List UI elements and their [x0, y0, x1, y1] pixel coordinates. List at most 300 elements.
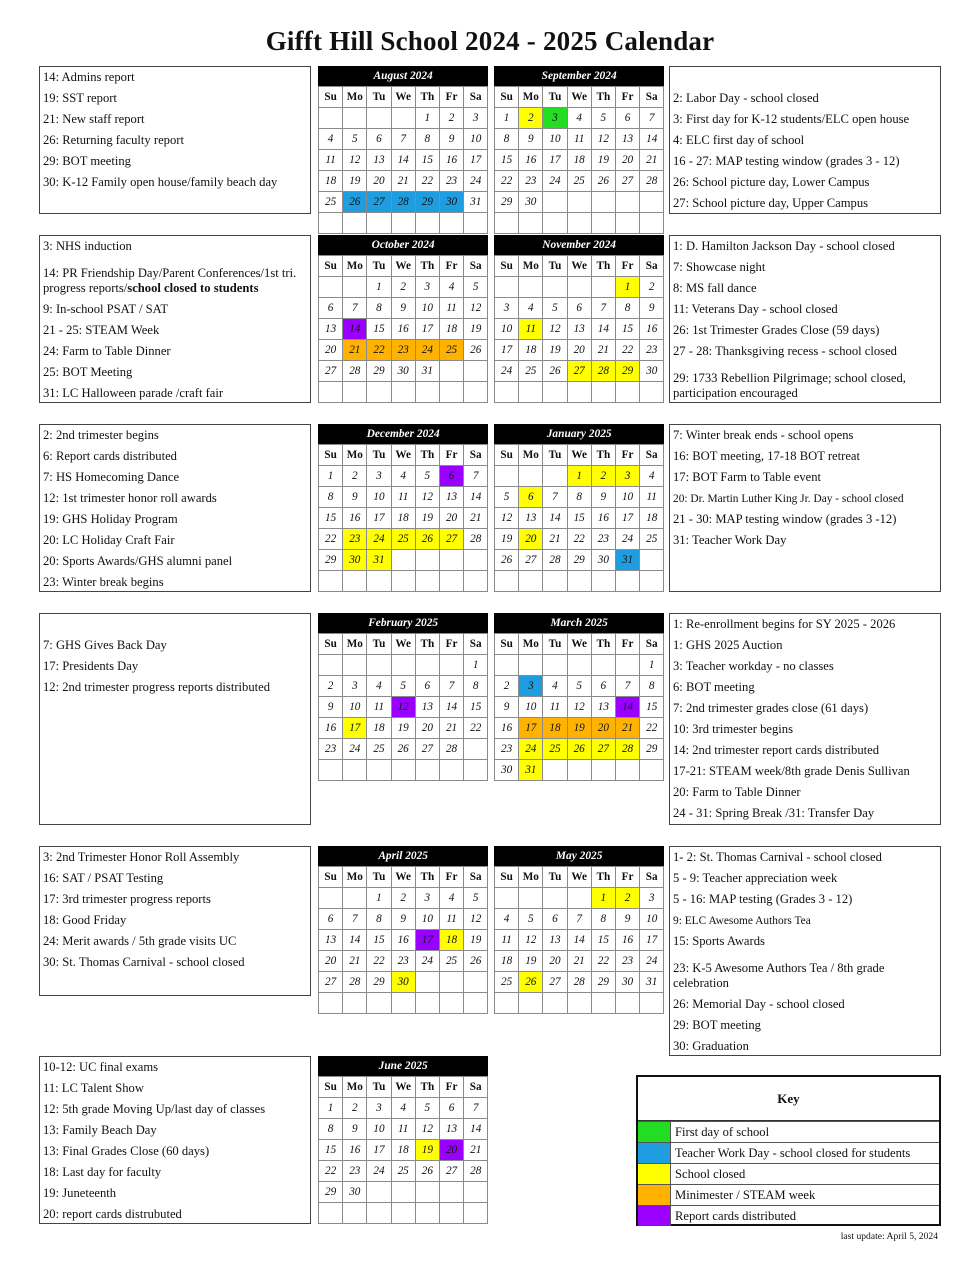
day-cell: 12 [415, 487, 439, 508]
note: 20: LC Holiday Craft Fair [43, 533, 175, 547]
note: 20: report cards distrubuted [43, 1207, 182, 1221]
day-cell: 13 [519, 508, 543, 529]
empty-day-cell [391, 108, 415, 129]
day-cell: 1 [367, 888, 391, 909]
weekday-header: Mo [519, 445, 543, 466]
month-title: October 2024 [318, 235, 488, 255]
day-cell: 6 [439, 466, 463, 487]
day-cell: 7 [343, 298, 367, 319]
note: 30: Graduation [673, 1039, 749, 1053]
legend-title: Key [638, 1077, 939, 1121]
day-cell: 1 [415, 108, 439, 129]
empty-day-cell [495, 993, 519, 1014]
day-cell: 18 [391, 1140, 415, 1161]
note: 25: BOT Meeting [43, 365, 133, 379]
day-cell: 23 [343, 529, 367, 550]
empty-day-cell [343, 382, 367, 403]
day-cell: 20 [319, 951, 343, 972]
empty-day-cell [439, 213, 463, 234]
empty-day-cell [591, 655, 615, 676]
note: 23: K-5 Awesome Authors Tea / 8th grade celebration [673, 961, 885, 990]
note: 10: 3rd trimester begins [673, 722, 793, 736]
day-cell: 11 [367, 697, 391, 718]
note: 26: Returning faculty report [43, 133, 184, 147]
weekday-header: Fr [439, 445, 463, 466]
month-title: August 2024 [318, 66, 488, 86]
day-cell: 27 [439, 1161, 463, 1182]
day-cell: 28 [391, 192, 415, 213]
empty-day-cell [319, 277, 343, 298]
day-cell: 9 [495, 697, 519, 718]
day-cell: 13 [367, 150, 391, 171]
weekday-header: Su [319, 445, 343, 466]
weekday-header: Mo [519, 256, 543, 277]
month-title: January 2025 [494, 424, 664, 444]
weekday-header: Tu [367, 445, 391, 466]
note: 7: Showcase night [673, 260, 766, 274]
day-cell: 30 [391, 361, 415, 382]
day-cell: 24 [519, 739, 543, 760]
weekday-header: Mo [343, 256, 367, 277]
day-cell: 26 [567, 739, 591, 760]
notes-left-feb [39, 613, 311, 825]
legend-row [638, 1121, 939, 1142]
empty-day-cell [567, 888, 591, 909]
empty-day-cell [567, 277, 591, 298]
day-cell: 15 [319, 508, 343, 529]
empty-day-cell [439, 571, 463, 592]
day-cell: 16 [591, 508, 615, 529]
month-grid [494, 444, 664, 592]
day-cell: 23 [343, 1161, 367, 1182]
note: 9: In-school PSAT / SAT [43, 302, 169, 316]
day-cell: 4 [391, 1098, 415, 1119]
day-cell: 31 [415, 361, 439, 382]
weekday-header: Sa [640, 634, 664, 655]
day-cell: 21 [567, 951, 591, 972]
empty-day-cell [567, 213, 591, 234]
day-cell: 2 [495, 676, 519, 697]
empty-day-cell [367, 108, 391, 129]
day-cell: 28 [615, 739, 639, 760]
weekday-header: Sa [464, 445, 488, 466]
day-cell: 7 [615, 676, 639, 697]
day-cell: 27 [439, 529, 463, 550]
day-cell: 28 [343, 972, 367, 993]
empty-day-cell [640, 213, 664, 234]
day-cell: 4 [519, 298, 543, 319]
weekday-header: Mo [343, 1077, 367, 1098]
day-cell: 21 [343, 951, 367, 972]
day-cell: 13 [415, 697, 439, 718]
empty-day-cell [464, 1203, 488, 1224]
empty-day-cell [543, 277, 567, 298]
day-cell: 24 [415, 340, 439, 361]
day-cell: 3 [543, 108, 567, 129]
day-cell: 7 [464, 466, 488, 487]
day-cell: 4 [367, 676, 391, 697]
day-cell: 21 [591, 340, 615, 361]
month-title: December 2024 [318, 424, 488, 444]
empty-day-cell [495, 466, 519, 487]
day-cell: 4 [495, 909, 519, 930]
day-cell: 31 [640, 972, 664, 993]
day-cell: 3 [415, 277, 439, 298]
day-cell: 3 [415, 888, 439, 909]
day-cell: 30 [391, 972, 415, 993]
weekday-header: We [567, 445, 591, 466]
day-cell: 12 [343, 150, 367, 171]
day-cell: 25 [567, 171, 591, 192]
calendar-month [318, 66, 488, 234]
day-cell: 12 [391, 697, 415, 718]
empty-day-cell [640, 571, 664, 592]
day-cell: 14 [343, 930, 367, 951]
day-cell: 5 [343, 129, 367, 150]
month-grid [318, 86, 488, 234]
weekday-header: Th [415, 1077, 439, 1098]
day-cell: 23 [391, 340, 415, 361]
day-cell: 17 [343, 718, 367, 739]
day-cell: 2 [519, 108, 543, 129]
day-cell: 8 [367, 298, 391, 319]
day-cell: 13 [439, 487, 463, 508]
day-cell: 5 [415, 466, 439, 487]
day-cell: 17 [543, 150, 567, 171]
month-title: May 2025 [494, 846, 664, 866]
day-cell: 23 [495, 739, 519, 760]
note: 1: D. Hamilton Jackson Day - school closed [673, 239, 895, 253]
weekday-header: Th [415, 87, 439, 108]
day-cell: 31 [519, 760, 543, 781]
note: 13: Family Beach Day [43, 1123, 157, 1137]
day-cell: 9 [343, 1119, 367, 1140]
empty-day-cell [591, 993, 615, 1014]
day-cell: 29 [495, 192, 519, 213]
day-cell: 3 [367, 466, 391, 487]
day-cell: 19 [591, 150, 615, 171]
day-cell: 25 [439, 951, 463, 972]
weekday-header: Fr [615, 867, 639, 888]
day-cell: 26 [464, 340, 488, 361]
day-cell: 29 [367, 361, 391, 382]
weekday-header: Tu [543, 634, 567, 655]
empty-day-cell [495, 571, 519, 592]
day-cell: 5 [464, 888, 488, 909]
day-cell: 7 [439, 676, 463, 697]
day-cell: 22 [367, 951, 391, 972]
note: 16: BOT meeting, 17-18 BOT retreat [673, 449, 861, 463]
day-cell: 29 [615, 361, 639, 382]
day-cell: 15 [367, 930, 391, 951]
day-cell: 10 [543, 129, 567, 150]
day-cell: 14 [391, 150, 415, 171]
day-cell: 7 [591, 298, 615, 319]
day-cell: 11 [391, 487, 415, 508]
day-cell: 17 [519, 718, 543, 739]
month-grid [318, 633, 488, 781]
empty-day-cell [391, 571, 415, 592]
day-cell: 18 [567, 150, 591, 171]
day-cell: 7 [391, 129, 415, 150]
day-cell: 5 [391, 676, 415, 697]
day-cell: 27 [367, 192, 391, 213]
day-cell: 11 [439, 298, 463, 319]
day-cell: 8 [591, 909, 615, 930]
weekday-header: Su [319, 256, 343, 277]
calendar-month [494, 424, 664, 592]
empty-day-cell [495, 888, 519, 909]
day-cell: 24 [415, 951, 439, 972]
weekday-header: Th [591, 867, 615, 888]
note: 29: BOT meeting [43, 154, 131, 168]
note: 1: Re-enrollment begins for SY 2025 - 2026 [673, 617, 896, 631]
notes-right-may [669, 846, 941, 1056]
day-cell: 22 [567, 529, 591, 550]
empty-day-cell [415, 993, 439, 1014]
day-cell: 21 [640, 150, 664, 171]
weekday-header: Tu [367, 867, 391, 888]
weekday-header: Tu [367, 87, 391, 108]
empty-day-cell [519, 382, 543, 403]
note: 1: GHS 2025 Auction [673, 638, 783, 652]
day-cell: 26 [415, 529, 439, 550]
day-cell: 7 [567, 909, 591, 930]
empty-day-cell [591, 571, 615, 592]
empty-day-cell [567, 382, 591, 403]
weekday-header: Su [495, 867, 519, 888]
empty-day-cell [464, 571, 488, 592]
day-cell: 26 [591, 171, 615, 192]
day-cell: 20 [439, 1140, 463, 1161]
empty-day-cell [391, 382, 415, 403]
day-cell: 28 [567, 972, 591, 993]
note: 24: Farm to Table Dinner [43, 344, 171, 358]
weekday-header: Su [319, 87, 343, 108]
day-cell: 25 [640, 529, 664, 550]
day-cell: 22 [319, 529, 343, 550]
day-cell: 5 [415, 1098, 439, 1119]
note: 3: First day for K-12 students/ELC open house [673, 112, 910, 126]
empty-day-cell [415, 1182, 439, 1203]
day-cell: 21 [543, 529, 567, 550]
day-cell: 14 [567, 930, 591, 951]
note: 24 - 31: Spring Break /31: Transfer Day [673, 806, 875, 820]
day-cell: 7 [343, 909, 367, 930]
legend-key [636, 1075, 941, 1226]
note: 12: 5th grade Moving Up/last day of classes [43, 1102, 266, 1116]
note: 29: BOT meeting [673, 1018, 761, 1032]
empty-day-cell [543, 571, 567, 592]
empty-day-cell [391, 213, 415, 234]
month-grid [318, 255, 488, 403]
empty-day-cell [439, 972, 463, 993]
empty-day-cell [367, 213, 391, 234]
day-cell: 28 [640, 171, 664, 192]
day-cell: 9 [640, 298, 664, 319]
note: 31: Teacher Work Day [673, 533, 787, 547]
day-cell: 19 [543, 340, 567, 361]
day-cell: 27 [319, 972, 343, 993]
day-cell: 26 [495, 550, 519, 571]
day-cell: 16 [640, 319, 664, 340]
notes-right-nov [669, 235, 941, 403]
day-cell: 30 [439, 192, 463, 213]
note: 17: BOT Farm to Table event [673, 470, 822, 484]
month-title: February 2025 [318, 613, 488, 633]
empty-day-cell [543, 466, 567, 487]
day-cell: 18 [367, 718, 391, 739]
day-cell: 22 [591, 951, 615, 972]
day-cell: 27 [519, 550, 543, 571]
day-cell: 20 [591, 718, 615, 739]
day-cell: 7 [640, 108, 664, 129]
note: 5 - 16: MAP testing (Grades 3 - 12) [673, 892, 853, 906]
day-cell: 30 [591, 550, 615, 571]
notes-right-jan [669, 424, 941, 592]
empty-day-cell [464, 760, 488, 781]
day-cell: 17 [464, 150, 488, 171]
month-grid [318, 1076, 488, 1224]
legend-swatch [638, 1122, 671, 1142]
day-cell: 16 [343, 1140, 367, 1161]
calendar-month [318, 1056, 488, 1224]
day-cell: 25 [367, 739, 391, 760]
day-cell: 28 [439, 739, 463, 760]
day-cell: 31 [367, 550, 391, 571]
note: 26: 1st Trimester Grades Close (59 days) [673, 323, 880, 337]
note: 17: 3rd trimester progress reports [43, 892, 211, 906]
day-cell: 22 [640, 718, 664, 739]
weekday-header: Su [495, 87, 519, 108]
note: 30: K-12 Family open house/family beach day [43, 175, 278, 189]
day-cell: 24 [640, 951, 664, 972]
day-cell: 21 [464, 1140, 488, 1161]
weekday-header: Tu [367, 1077, 391, 1098]
weekday-header: Fr [615, 445, 639, 466]
note: 13: Final Grades Close (60 days) [43, 1144, 210, 1158]
day-cell: 3 [495, 298, 519, 319]
note: 4: ELC first day of school [673, 133, 805, 147]
empty-day-cell [319, 108, 343, 129]
day-cell: 30 [519, 192, 543, 213]
weekday-header: Th [415, 634, 439, 655]
day-cell: 19 [519, 951, 543, 972]
day-cell: 2 [319, 676, 343, 697]
day-cell: 23 [640, 340, 664, 361]
empty-day-cell [391, 1203, 415, 1224]
day-cell: 17 [415, 930, 439, 951]
day-cell: 19 [343, 171, 367, 192]
weekday-header: Su [495, 256, 519, 277]
note: 27 - 28: Thanksgiving recess - school closed [673, 344, 897, 358]
empty-day-cell [439, 382, 463, 403]
day-cell: 17 [367, 1140, 391, 1161]
notes-right-sep [669, 66, 941, 214]
notes-left-dec [39, 424, 311, 592]
day-cell: 25 [543, 739, 567, 760]
calendar-month [494, 235, 664, 403]
day-cell: 12 [464, 298, 488, 319]
note: 18: Last day for faculty [43, 1165, 162, 1179]
day-cell: 15 [591, 930, 615, 951]
day-cell: 24 [615, 529, 639, 550]
day-cell: 30 [495, 760, 519, 781]
calendar-month [318, 846, 488, 1014]
day-cell: 16 [391, 319, 415, 340]
empty-day-cell [391, 993, 415, 1014]
day-cell: 14 [615, 697, 639, 718]
day-cell: 10 [343, 697, 367, 718]
day-cell: 21 [464, 508, 488, 529]
empty-day-cell [343, 213, 367, 234]
empty-day-cell [391, 550, 415, 571]
day-cell: 11 [543, 697, 567, 718]
day-cell: 6 [519, 487, 543, 508]
empty-day-cell [519, 993, 543, 1014]
day-cell: 5 [567, 676, 591, 697]
day-cell: 26 [519, 972, 543, 993]
day-cell: 30 [615, 972, 639, 993]
weekday-header: We [391, 445, 415, 466]
empty-day-cell [640, 760, 664, 781]
day-cell: 2 [615, 888, 639, 909]
notes-left-aug [39, 66, 311, 214]
empty-day-cell [439, 361, 463, 382]
weekday-header: Th [415, 256, 439, 277]
calendar-month [318, 613, 488, 781]
weekday-header: Th [591, 634, 615, 655]
day-cell: 1 [495, 108, 519, 129]
empty-day-cell [519, 655, 543, 676]
empty-day-cell [343, 1203, 367, 1224]
day-cell: 26 [543, 361, 567, 382]
day-cell: 6 [367, 129, 391, 150]
day-cell: 27 [591, 739, 615, 760]
weekday-header: Tu [543, 87, 567, 108]
day-cell: 20 [543, 951, 567, 972]
day-cell: 4 [640, 466, 664, 487]
note: 7: Winter break ends - school opens [673, 428, 854, 442]
empty-day-cell [567, 993, 591, 1014]
day-cell: 21 [391, 171, 415, 192]
notes-left-oct [39, 235, 311, 403]
note: 3: 2nd Trimester Honor Roll Assembly [43, 850, 240, 864]
day-cell: 8 [495, 129, 519, 150]
legend-swatch [638, 1206, 671, 1226]
day-cell: 5 [543, 298, 567, 319]
day-cell: 20 [367, 171, 391, 192]
note: 5 - 9: Teacher appreciation week [673, 871, 838, 885]
empty-day-cell [439, 760, 463, 781]
day-cell: 15 [640, 697, 664, 718]
day-cell: 24 [543, 171, 567, 192]
legend-row [638, 1184, 939, 1205]
calendar-month [494, 66, 664, 234]
day-cell: 23 [319, 739, 343, 760]
weekday-header: Su [319, 1077, 343, 1098]
note: 2: Labor Day - school closed [673, 91, 819, 105]
empty-day-cell [615, 993, 639, 1014]
note: 21 - 30: MAP testing window (grades 3 -12) [673, 512, 897, 526]
weekday-header: Sa [640, 256, 664, 277]
empty-day-cell [415, 382, 439, 403]
day-cell: 24 [464, 171, 488, 192]
day-cell: 6 [591, 676, 615, 697]
day-cell: 13 [615, 129, 639, 150]
day-cell: 10 [519, 697, 543, 718]
month-title: November 2024 [494, 235, 664, 255]
